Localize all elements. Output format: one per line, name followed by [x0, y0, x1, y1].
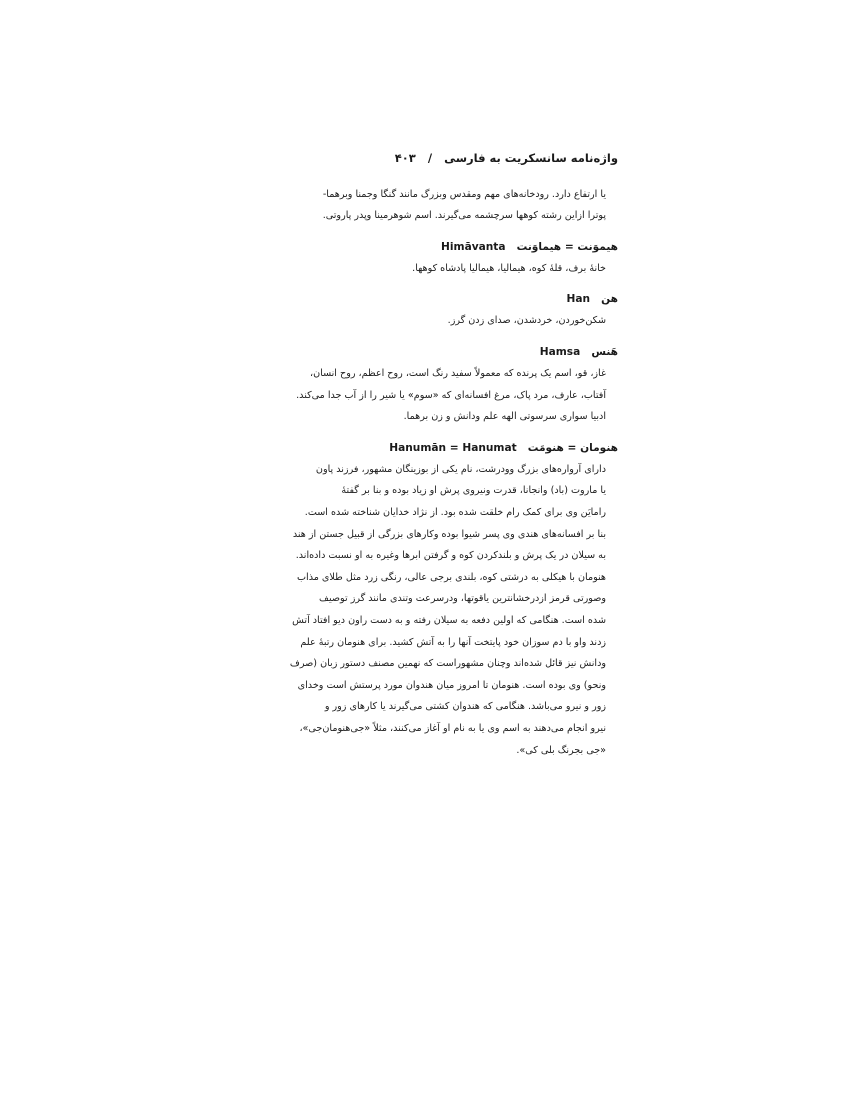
headword-latin: Himāvanta — [441, 240, 506, 253]
headword-latin: Han — [566, 293, 591, 306]
definition-line: شکن‌خوردن، خردشدن، صدای زدن گرز. — [447, 315, 606, 327]
running-head — [218, 148, 618, 168]
definition-line: زور و نیرو می‌باشد. هنگامی که هندوان کشتی می‌گیرند یا کارهای زور و — [324, 701, 606, 713]
definition-line: نیرو انجام می‌دهند به اسم وی یا به نام او آغاز می‌کنند، مثلاً «جی‌هنومان‌جی»، — [299, 722, 606, 734]
entry-headword — [218, 288, 618, 310]
dictionary-entry — [218, 288, 618, 332]
entry-headword — [218, 236, 618, 258]
definition-line: یا ماروت (باد) وانجانا، قدرت ونیروی پرش او زیاد بوده و بنا بر گفتهٔ — [341, 485, 606, 497]
document-page — [218, 148, 618, 761]
running-head-separator: / — [427, 151, 433, 165]
running-head-title: واژه‌نامه سانسکریت به فارسی — [444, 151, 618, 165]
definition-line: غاز، قو، اسم یک پرنده که معمولاً سفید رنگ است، روح اعظم، روح انسان، — [310, 368, 606, 379]
definition-line: آفتاب، عارف، مرد پاک، مرغ افسانه‌ای که «سوم» یا شیر را از آب جدا می‌کند. — [296, 389, 606, 401]
headword-latin: Hanumān = Hanumat — [389, 441, 517, 454]
headword-persian: هنومان = هنومَت — [527, 441, 618, 454]
definition-line: هنومان با هیکلی به درشتی کوه، بلندی برجی عالی، رنگی زرد مثل طلای مذاب — [297, 571, 606, 583]
definition-line: خانهٔ برف، قلهٔ کوه، هیمالیا، هیمالیا پادشاه کوهها. — [412, 262, 606, 274]
definition-line: ودانش نیز قائل شده‌اند وچنان مشهوراست که نهمین مصنف دستور زبان (صرف — [289, 658, 606, 670]
definition-line: ونحو) وی بوده است. هنومان تا امروز میان هندوان مورد پرستش است وخدای — [297, 679, 606, 691]
definition-line: «جی بجرنگ بلی کی». — [516, 744, 606, 756]
headword-latin: Hamsa — [539, 346, 581, 358]
headword-persian: هیموَنت = هیماوَنت — [516, 240, 618, 253]
definition-line: زدند واو با دم سوزان خود پایتخت آنها را به آتش کشید. برای هنومان رتبهٔ علم — [300, 636, 606, 648]
definition-line: شده است. هنگامی که اولین دفعه به سیلان رفته و به دست راون دیو افتاد آتش — [292, 614, 606, 626]
headword-persian: هَنس — [591, 346, 618, 358]
entry-headword — [218, 341, 618, 363]
definition-line: وصورتی قرمز ازدرخشانترین یاقوتها، ودرسرعت وتندی مانند گرز توصیف — [319, 593, 606, 605]
definition-line: بنا بر افسانه‌های هندی وی پسر شیوا بوده وکارهای بزرگی از قبیل جستن از هند — [292, 528, 606, 540]
text-line: پوترا ازاین رشته کوهها سرچشمه می‌گیرند. اسم شوهرمینا وپدر پاروتی. — [322, 210, 606, 222]
definition-line: دارای آرواره‌های بزرگ وودرشت، نام یکی از بوزینگان مشهور، فرزند پاون — [315, 463, 606, 475]
intro-text — [218, 184, 618, 227]
text-line: یا ارتفاع دارد. رودخانه‌های مهم ومقدس وبزرگ مانند گنگا وجمنا وبرهما- — [322, 189, 606, 200]
dictionary-entry — [218, 341, 618, 428]
dictionary-entry — [218, 236, 618, 280]
entry-headword — [218, 437, 618, 459]
definition-line: رامایَن وی برای کمک رام خلقت شده بود. از نژاد خدایان شناخته شده است. — [304, 506, 606, 518]
definition-line: به سیلان در یک پرش و بلندکردن کوه و گرفتن ابرها وغیره به او نسبت داده‌اند. — [295, 550, 606, 562]
dictionary-entry — [218, 437, 618, 761]
page-number: ۴۰۳ — [394, 151, 416, 165]
definition-line: ادبیا سواری سرسوتی الهه علم ودانش و زن برهما. — [403, 411, 606, 423]
headword-persian: هن — [601, 293, 618, 306]
